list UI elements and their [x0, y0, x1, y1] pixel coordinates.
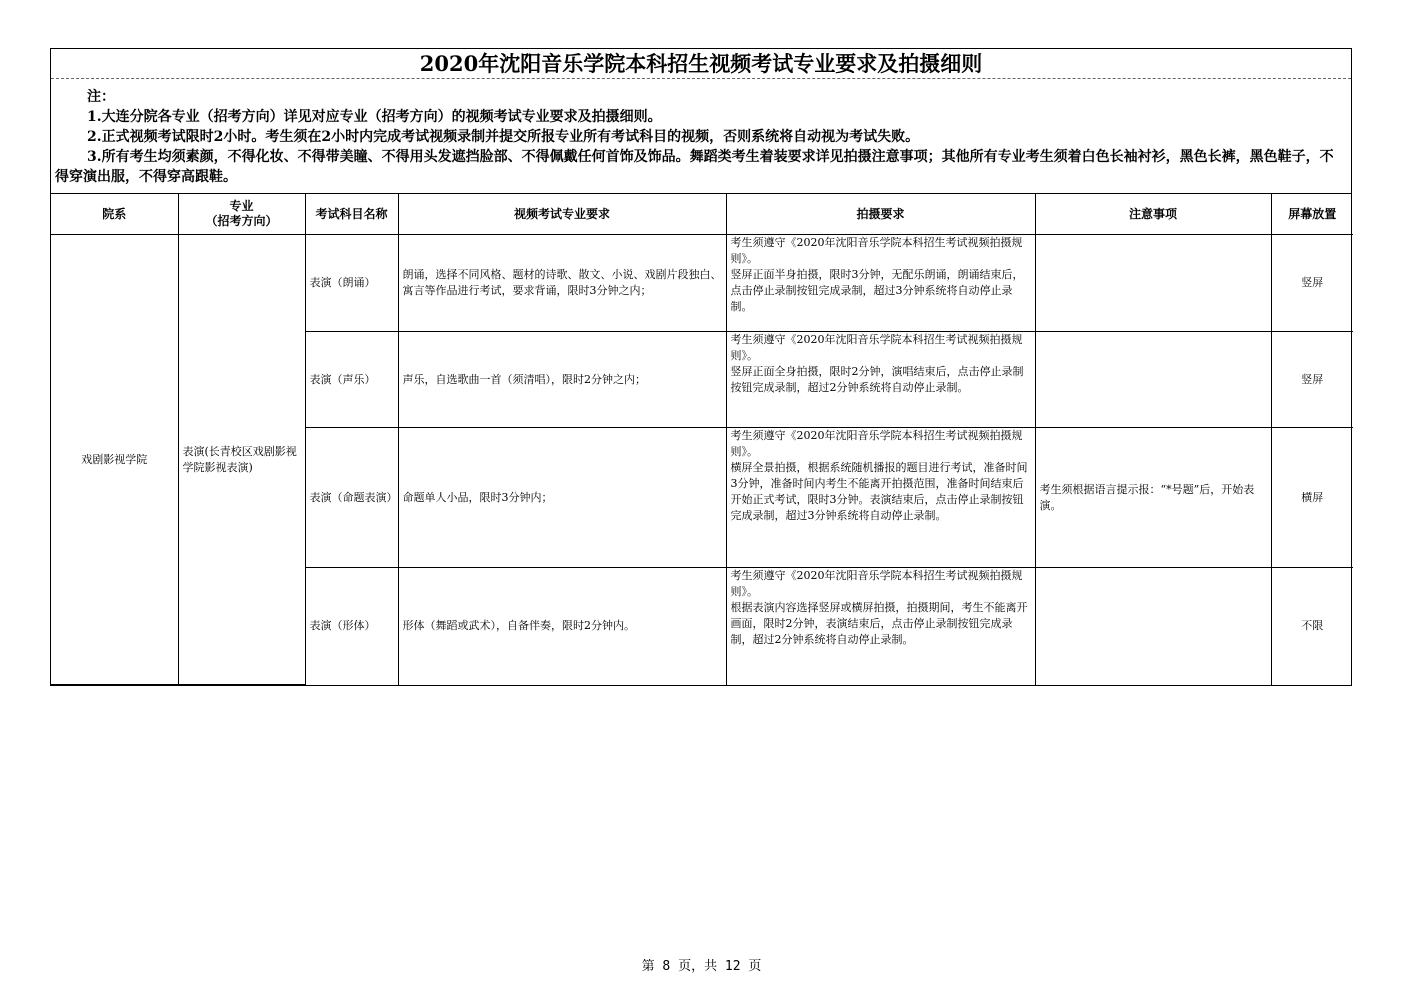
dept-cell: 戏剧影视学院	[51, 235, 178, 685]
notes-cell	[1035, 235, 1271, 332]
page-footer: 第 8 页，共 12 页	[641, 959, 762, 974]
header-notes: 注意事项	[1035, 194, 1271, 235]
shooting-cell: 考生须遵守《2020年沈阳音乐学院本科招生考试视频拍摄规则》。 横屏全景拍摄，根据系统随机播报的题目进行考试，准备时间3分钟，准备时间内考生不能离开拍摄范围，准备时间结束后开始正式考试，限时3分钟。表演结束后，点击停止录制按钮完成录制，超过3分钟系统将自动停止录制。	[726, 428, 1035, 568]
notes-cell	[1035, 568, 1271, 685]
shooting-cell: 考生须遵守《2020年沈阳音乐学院本科招生考试视频拍摄规则》。 根据表演内容选择竖屏或横屏拍摄，拍摄期间，考生不能离开画面，限时2分钟，表演结束后，点击停止录制按钮完成录制，超过2分钟系统将自动停止录制。	[726, 568, 1035, 685]
page-title: 2020年沈阳音乐学院本科招生视频考试专业要求及拍摄细则	[51, 49, 1351, 79]
note-item: 2.正式视频考试限时2小时。考生须在2小时内完成考试视频录制并提交所报专业所有考试科目的视频，否则系统将自动视为考试失败。	[87, 129, 920, 145]
header-shooting: 拍摄要求	[726, 194, 1035, 235]
requirement-cell: 声乐，自选歌曲一首（须清唱），限时2分钟之内；	[398, 332, 726, 428]
header-screen: 屏幕放置	[1271, 194, 1353, 235]
notes-section	[51, 79, 1351, 194]
notes-cell: 考生须根据语言提示报：“*号题”后，开始表演。	[1035, 428, 1271, 568]
table-row	[51, 235, 1353, 332]
subject-cell: 表演（声乐）	[305, 332, 398, 428]
table-header-row	[51, 194, 1353, 235]
notes-heading: 注：	[87, 89, 115, 105]
screen-cell: 竖屏	[1271, 332, 1353, 428]
note-item: 1.大连分院各专业（招考方向）详见对应专业（招考方向）的视频考试专业要求及拍摄细则。	[87, 109, 662, 125]
screen-cell: 竖屏	[1271, 235, 1353, 332]
subject-cell: 表演（命题表演）	[305, 428, 398, 568]
screen-cell: 横屏	[1271, 428, 1353, 568]
header-subject: 考试科目名称	[305, 194, 398, 235]
requirement-cell: 形体（舞蹈或武术），自备伴奏，限时2分钟内。	[398, 568, 726, 685]
header-requirement: 视频考试专业要求	[398, 194, 726, 235]
requirement-cell: 朗诵，选择不同风格、题材的诗歌、散文、小说、戏剧片段独白、寓言等作品进行考试，要求背诵，限时3分钟之内；	[398, 235, 726, 332]
header-major: 专业 （招考方向）	[178, 194, 305, 235]
note-item: 3.所有考生均须素颜，不得化妆、不得带美瞳、不得用头发遮挡脸部、不得佩戴任何首饰及饰品。舞蹈类考生着装要求详见拍摄注意事项；其他所有专业考生须着白色长袖衬衫，黑色长裤，黑色鞋子，不得穿演出服，不得穿高跟鞋。	[55, 149, 1334, 185]
screen-cell: 不限	[1271, 568, 1353, 685]
subject-cell: 表演（形体）	[305, 568, 398, 685]
subject-cell: 表演（朗诵）	[305, 235, 398, 332]
document-sheet	[50, 48, 1352, 686]
header-dept: 院系	[51, 194, 178, 235]
major-cell: 表演(长青校区戏剧影视学院影视表演)	[178, 235, 305, 685]
notes-cell	[1035, 332, 1271, 428]
shooting-cell: 考生须遵守《2020年沈阳音乐学院本科招生考试视频拍摄规则》。 竖屏正面全身拍摄，限时2分钟，演唱结束后，点击停止录制按钮完成录制，超过2分钟系统将自动停止录制。	[726, 332, 1035, 428]
shooting-cell: 考生须遵守《2020年沈阳音乐学院本科招生考试视频拍摄规则》。 竖屏正面半身拍摄，限时3分钟，无配乐朗诵，朗诵结束后，点击停止录制按钮完成录制，超过3分钟系统将自动停止录制。	[726, 235, 1035, 332]
requirements-table	[51, 194, 1353, 685]
requirement-cell: 命题单人小品，限时3分钟内；	[398, 428, 726, 568]
